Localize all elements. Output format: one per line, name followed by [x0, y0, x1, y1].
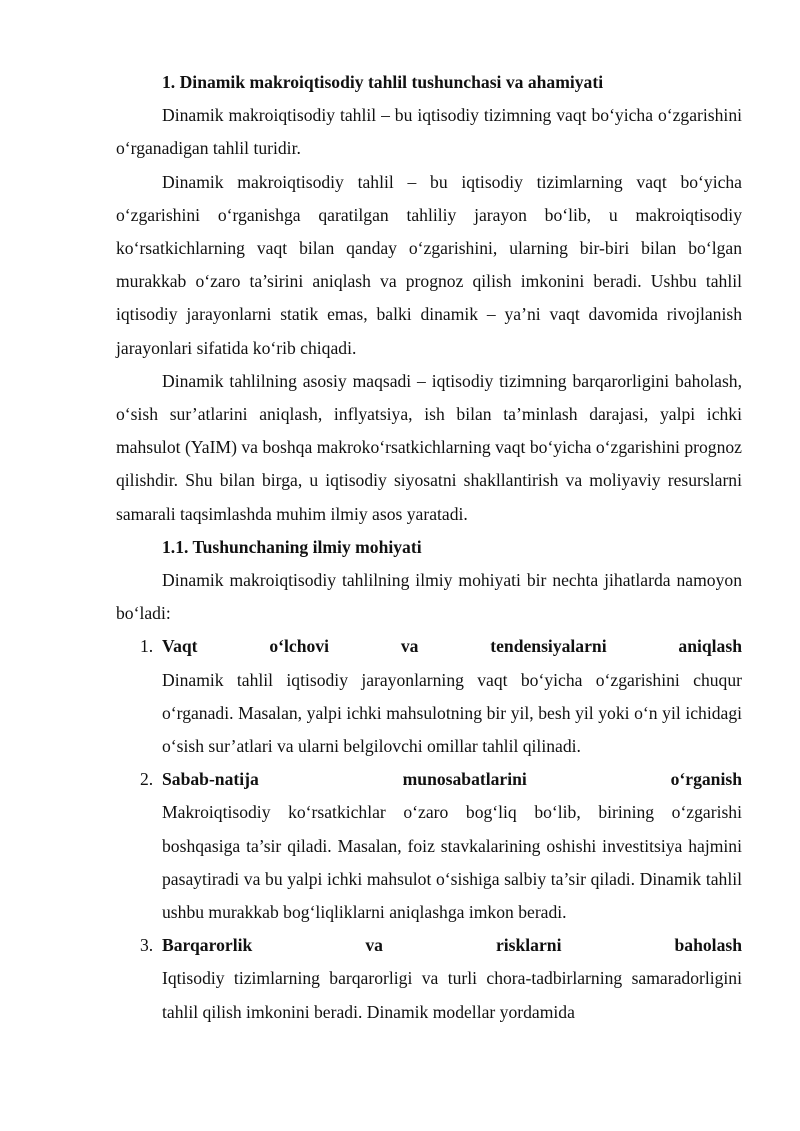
paragraph-intro: Dinamik makroiqtisodiy tahlilning ilmiy mohiyati bir nechta jihatlarda namoyon bo‘ladi: [116, 570, 742, 624]
list-item [116, 630, 742, 763]
list-item-title: Sabab-natija munosabatlarini o‘rganish [162, 769, 742, 790]
section-heading: 1. Dinamik makroiqtisodiy tahlil tushunchasi va ahamiyati [162, 72, 604, 92]
document-page [116, 66, 742, 1029]
list-item-title: Barqarorlik va risklarni baholash [162, 935, 742, 956]
list-item-number: 3. [140, 935, 154, 956]
paragraph-definition: Dinamik makroiqtisodiy tahlil – bu iqtisodiy tizimning vaqt bo‘yicha o‘zgarishini o‘rganadigan tahlil turidir. [116, 105, 742, 159]
list-item-number: 2. [140, 769, 154, 790]
list-item-text: Iqtisodiy tizimlarning barqarorligi va turli chora-tadbirlarning samaradorligini tahlil qilish imkonini beradi. Dinamik modellar yordamida [162, 968, 742, 1022]
list-item [116, 763, 742, 929]
paragraph-explanation: Dinamik makroiqtisodiy tahlil – bu iqtisodiy tizimlarning vaqt bo‘yicha o‘zgarishini o‘rganishga qaratilgan tahliliy jarayon bo‘lib, u makroiqtisodiy ko‘rsatkichlarning vaqt bilan qanday o‘zgarishini, ularning bir-biri bilan bo‘lgan murakkab o‘zaro ta’sirini aniqlash va prognoz qilish imkonini beradi. Ushbu tahlil iqtisodiy jarayonlarni statik emas, balki dinamik – ya’ni vaqt davomida rivojlanish jarayonlari sifatida ko‘rib chiqadi. [116, 171, 742, 358]
subsection-heading: 1.1. Tushunchaning ilmiy mohiyati [162, 536, 422, 557]
list-item-number: 1. [140, 636, 154, 657]
paragraph-goal: Dinamik tahlilning asosiy maqsadi – iqtisodiy tizimning barqarorligini baholash, o‘sish sur’atlarini aniqlash, inflyatsiya, ish bilan ta’minlash darajasi, yalpi ichki mahsulot (YaIM) va boshqa makroko‘rsatkichlarning vaqt bo‘yicha o‘zgarishini prognoz qilishdir. Shu bilan birga, u iqtisodiy siyosatni shakllantirish va moliyaviy resurslarni samarali taqsimlashda muhim ilmiy asos yaratadi. [116, 370, 742, 524]
list-item-title: Vaqt o‘lchovi va tendensiyalarni aniqlash [162, 636, 742, 657]
list-item-text: Makroiqtisodiy ko‘rsatkichlar o‘zaro bog‘liq bo‘lib, birining o‘zgarishi boshqasiga ta’sir qiladi. Masalan, foiz stavkalarining oshishi investitsiya hajmini pasaytiradi va bu yalpi ichki mahsulot o‘sishiga salbiy ta’sir qiladi. Dinamik tahlil ushbu murakkab bog‘liqliklarni aniqlashga imkon beradi. [162, 802, 742, 923]
list-item [116, 929, 742, 1029]
list-item-text: Dinamik tahlil iqtisodiy jarayonlarning vaqt bo‘yicha o‘zgarishini chuqur o‘rganadi. Masalan, yalpi ichki mahsulotning bir yil, besh yil yoki o‘n yil ichidagi o‘sish sur’atlari va ularni belgilovchi omillar tahlil qilinadi. [162, 669, 742, 757]
